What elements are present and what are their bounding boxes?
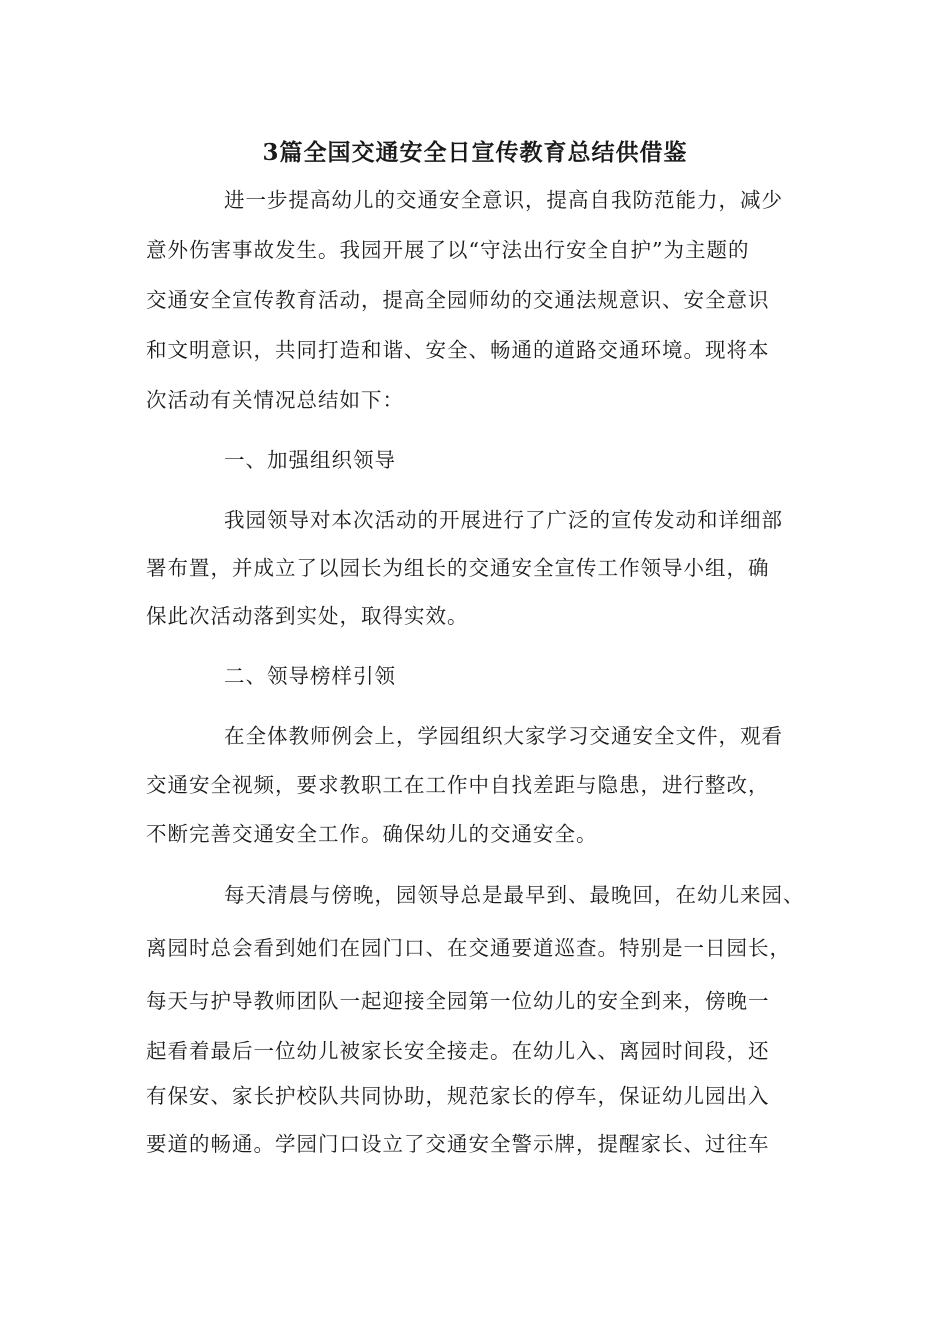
paragraph-line: 有保安、家长护校队共同协助，规范家长的停车，保证幼儿园出入: [146, 1084, 770, 1108]
paragraph-line: 起看着最后一位幼儿被家长安全接走。在幼儿入、离园时间段，还: [146, 1039, 770, 1063]
section-heading: 一、加强组织领导: [224, 448, 396, 472]
paragraph-line: 次活动有关情况总结如下：: [146, 388, 404, 412]
paragraph-line: 我园领导对本次活动的开展进行了广泛的宣传发动和详细部: [224, 508, 783, 532]
paragraph-line: 不断完善交通安全工作。确保幼儿的交通安全。: [146, 822, 598, 846]
document-title: 3篇全国交通安全日宣传教育总结供借鉴: [262, 139, 688, 166]
paragraph-line: 每天与护导教师团队一起迎接全园第一位幼儿的安全到来，傍晚一: [146, 989, 770, 1013]
paragraph-line: 离园时总会看到她们在园门口、在交通要道巡查。特别是一日园长，: [146, 936, 791, 960]
paragraph-line: 意外伤害事故发生。我园开展了以“守法出行安全自护”为主题的: [146, 238, 750, 262]
paragraph-line: 进一步提高幼儿的交通安全意识，提高自我防范能力，减少: [224, 188, 783, 212]
paragraph-line: 要道的畅通。学园门口设立了交通安全警示牌，提醒家长、过往车: [146, 1132, 770, 1156]
paragraph-line: 在全体教师例会上，学园组织大家学习交通安全文件，观看: [224, 724, 783, 748]
paragraph-line: 交通安全视频，要求教职工在工作中自找差距与隐患，进行整改，: [146, 773, 770, 797]
paragraph-line: 交通安全宣传教育活动，提高全园师幼的交通法规意识、安全意识: [146, 288, 770, 312]
paragraph-line: 每天清晨与傍晚，园领导总是最早到、最晚回，在幼儿来园、: [224, 883, 805, 907]
paragraph-line: 保此次活动落到实处，取得实效。: [146, 604, 469, 628]
paragraph-line: 和文明意识，共同打造和谐、安全、畅通的道路交通环境。现将本: [146, 338, 770, 362]
section-heading: 二、领导榜样引领: [224, 664, 396, 688]
paragraph-line: 署布置，并成立了以园长为组长的交通安全宣传工作领导小组，确: [146, 556, 770, 580]
